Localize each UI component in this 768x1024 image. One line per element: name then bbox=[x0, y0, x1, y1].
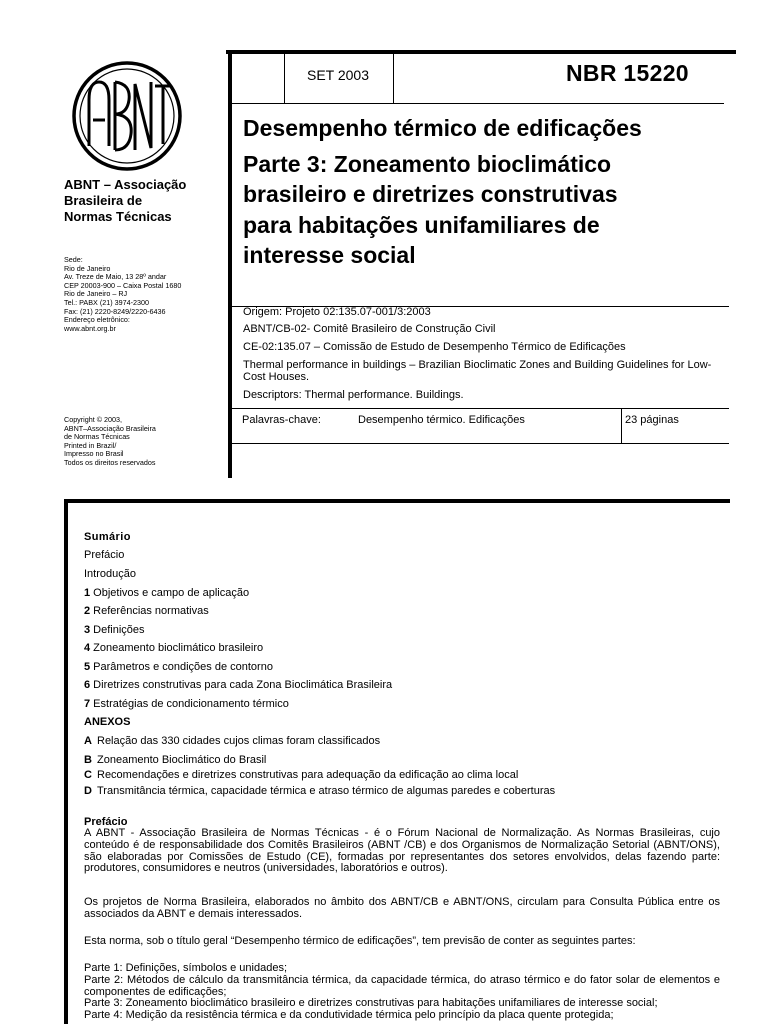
preface-paragraph: A ABNT - Associação Brasileira de Normas Técnicas - é o Fórum Nacional de Normalização. As Normas Brasileiras, cujo conteúdo é de responsabilidade dos Comitês Brasileiros (ABNT /CB) e dos Organismos de Normalização Setorial (ABNT/ONS), são elaboradas por Comissões de Estudo (CE), formadas por representantes dos setores envolvidos, delas fazendo parte: produtores, consumidores e neutros (universidades, laboratórios e outros). bbox=[84, 827, 720, 875]
toc-item: 1 Objetivos e campo de aplicação bbox=[84, 587, 250, 599]
document-subtitle: Parte 3: Zoneamento bioclimático brasileiro e diretrizes construtivas para habitações unifamiliares de interesse social bbox=[243, 151, 618, 268]
toc-heading: Sumário bbox=[84, 531, 131, 543]
header-top-rule bbox=[226, 50, 736, 54]
english-title: Thermal performance in buildings – Brazilian Bioclimatic Zones and Building Guidelines for Low-Cost Houses. bbox=[243, 359, 712, 383]
document-title: Desempenho térmico de edificações bbox=[243, 115, 642, 141]
page-count: 23 páginas bbox=[625, 414, 679, 426]
toc-item: Introdução bbox=[84, 568, 136, 580]
body-left-rule bbox=[64, 499, 68, 1024]
toc-item: 2 Referências normativas bbox=[84, 605, 209, 617]
commission-line: CE-02:135.07 – Comissão de Estudo de Desempenho Térmico de Edificações bbox=[243, 341, 626, 353]
origin-line: Origem: Projeto 02:135.07-001/3:2003 bbox=[243, 306, 431, 318]
header-divider bbox=[232, 103, 724, 104]
header-left-rule bbox=[228, 50, 232, 478]
date-box-right bbox=[393, 54, 394, 103]
descriptors-line: Descriptors: Thermal performance. Buildings. bbox=[243, 389, 464, 401]
publication-date: SET 2003 bbox=[306, 67, 369, 83]
annex-item: C Recomendações e diretrizes construtivas para adequação da edificação ao clima local bbox=[84, 769, 519, 781]
parts-list: Parte 1: Definições, símbolos e unidades; Parte 2: Métodos de cálculo da transmitância térmica, da capacidade térmica, do atraso térmico e do fator solar de elementos e componentes de edificações; Parte 3: Zoneamento bioclimático brasileiro e diretrizes construtivas para habitações unifamiliares de interesse social; Parte 4: Medição da resistência térmica e da condutividade térmica pelo princípio da placa quente protegida; bbox=[84, 962, 720, 1022]
keywords-value: Desempenho térmico. Edificações bbox=[358, 414, 525, 426]
toc-item: 6 Diretrizes construtivas para cada Zona Bioclimática Brasileira bbox=[84, 679, 393, 691]
toc-item: Prefácio bbox=[84, 549, 125, 561]
toc-item: 4 Zoneamento bioclimático brasileiro bbox=[84, 642, 264, 654]
toc-item: 7 Estratégias de condicionamento térmico bbox=[84, 698, 289, 710]
annex-item: A Relação das 330 cidades cujos climas foram classificados bbox=[84, 735, 381, 747]
preface-paragraph: Esta norma, sob o título geral “Desempenho térmico de edificações”, tem previsão de conter as seguintes partes: bbox=[84, 935, 636, 947]
toc-item: 5 Parâmetros e condições de contorno bbox=[84, 661, 273, 673]
body-top-rule bbox=[64, 499, 730, 503]
keywords-bottom-rule bbox=[232, 443, 729, 444]
annex-item: B Zoneamento Bioclimático do Brasil bbox=[84, 754, 267, 766]
organization-name: ABNT – Associação Brasileira de Normas Técnicas bbox=[64, 177, 187, 224]
keywords-top-rule bbox=[232, 408, 729, 409]
copyright-notice: Copyright © 2003, ABNT–Associação Brasileira de Normas Técnicas Printed in Brazil/ Impresso no Brasil Todos os direitos reservados bbox=[64, 415, 156, 467]
annexes-heading: ANEXOS bbox=[84, 716, 131, 728]
preface-paragraph: Os projetos de Norma Brasileira, elaborados no âmbito dos ABNT/CB e ABNT/ONS, circulam para Consulta Pública entre os associados da ABNT e demais interessados. bbox=[84, 896, 720, 920]
preface-heading: Prefácio bbox=[84, 816, 128, 828]
abnt-logo bbox=[71, 60, 183, 172]
date-box-left bbox=[284, 54, 285, 103]
toc-item: 3 Definições bbox=[84, 624, 145, 636]
annex-item: D Transmitância térmica, capacidade térmica e atraso térmico de algumas paredes e coberturas bbox=[84, 785, 556, 797]
standard-number: NBR 15220 bbox=[566, 60, 689, 86]
keywords-label: Palavras-chave: bbox=[242, 414, 321, 426]
contact-info: Sede: Rio de Janeiro Av. Treze de Maio, 13 28º andar CEP 20003-900 – Caixa Postal 1680 Rio de Janeiro – RJ Tel.: PABX (21) 3974-2300 Fax: (21) 2220-8249/2220-6436 Endereço eletrônico: www.abnt.org.br bbox=[64, 255, 182, 333]
keywords-divider bbox=[621, 408, 622, 444]
committee-line: ABNT/CB-02- Comitê Brasileiro de Construção Civil bbox=[243, 323, 496, 335]
